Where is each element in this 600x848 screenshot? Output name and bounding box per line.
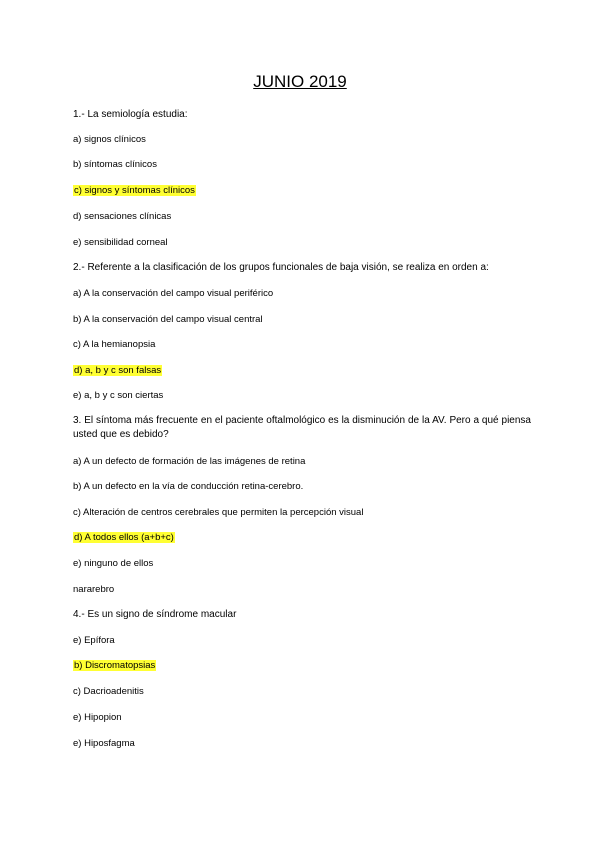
q4-option-c: c) Dacrioadenitis [73, 686, 144, 697]
question-2: 2.- Referente a la clasificación de los grupos funcionales de baja visión, se realiza en orden a: [73, 262, 489, 273]
q2-option-b: b) A la conservación del campo visual central [73, 314, 263, 325]
question-3: 3. El síntoma más frecuente en el paciente oftalmológico es la disminución de la AV. Pero a qué piensa usted que es debido? [73, 415, 531, 440]
question-4: 4.- Es un signo de síndrome macular [73, 609, 237, 620]
q3-option-a: a) A un defecto de formación de las imágenes de retina [73, 456, 306, 467]
q1-option-c-correct [73, 185, 196, 197]
q1-option-e: e) sensibilidad corneal [73, 237, 168, 248]
stray-text: nararebro [73, 584, 115, 595]
q3-option-c: c) Alteración de centros cerebrales que permiten la percepción visual [73, 507, 364, 518]
highlighted-answer: c) signos y síntomas clínicos [74, 185, 195, 196]
q4-option-e-3: e) Hiposfagma [73, 738, 135, 749]
q3-option-b: b) A un defecto en la vía de conducción retina-cerebro. [73, 481, 304, 492]
q2-option-d-correct [73, 365, 162, 377]
q2-option-c: c) A la hemianopsia [73, 339, 156, 350]
q4-option-e-2: e) Hipopion [73, 712, 122, 723]
q1-option-d: d) sensaciones clínicas [73, 211, 172, 222]
q2-option-e: e) a, b y c son ciertas [73, 390, 164, 401]
q1-option-b: b) síntomas clínicos [73, 159, 157, 170]
page-title: JUNIO 2019 [253, 72, 347, 91]
q1-option-a: a) signos clínicos [73, 134, 146, 145]
q4-option-e-1: e) Epífora [73, 635, 115, 646]
highlighted-answer: d) a, b y c son falsas [74, 365, 162, 376]
q2-option-a: a) A la conservación del campo visual periférico [73, 288, 274, 299]
q3-option-e: e) ninguno de ellos [73, 558, 154, 569]
highlighted-answer: d) A todos ellos (a+b+c) [74, 532, 174, 543]
q3-option-d-correct [73, 532, 175, 544]
question-1: 1.- La semiología estudia: [73, 109, 188, 120]
highlighted-answer: b) Discromatopsias [74, 660, 156, 671]
q4-option-b-correct [73, 660, 156, 672]
